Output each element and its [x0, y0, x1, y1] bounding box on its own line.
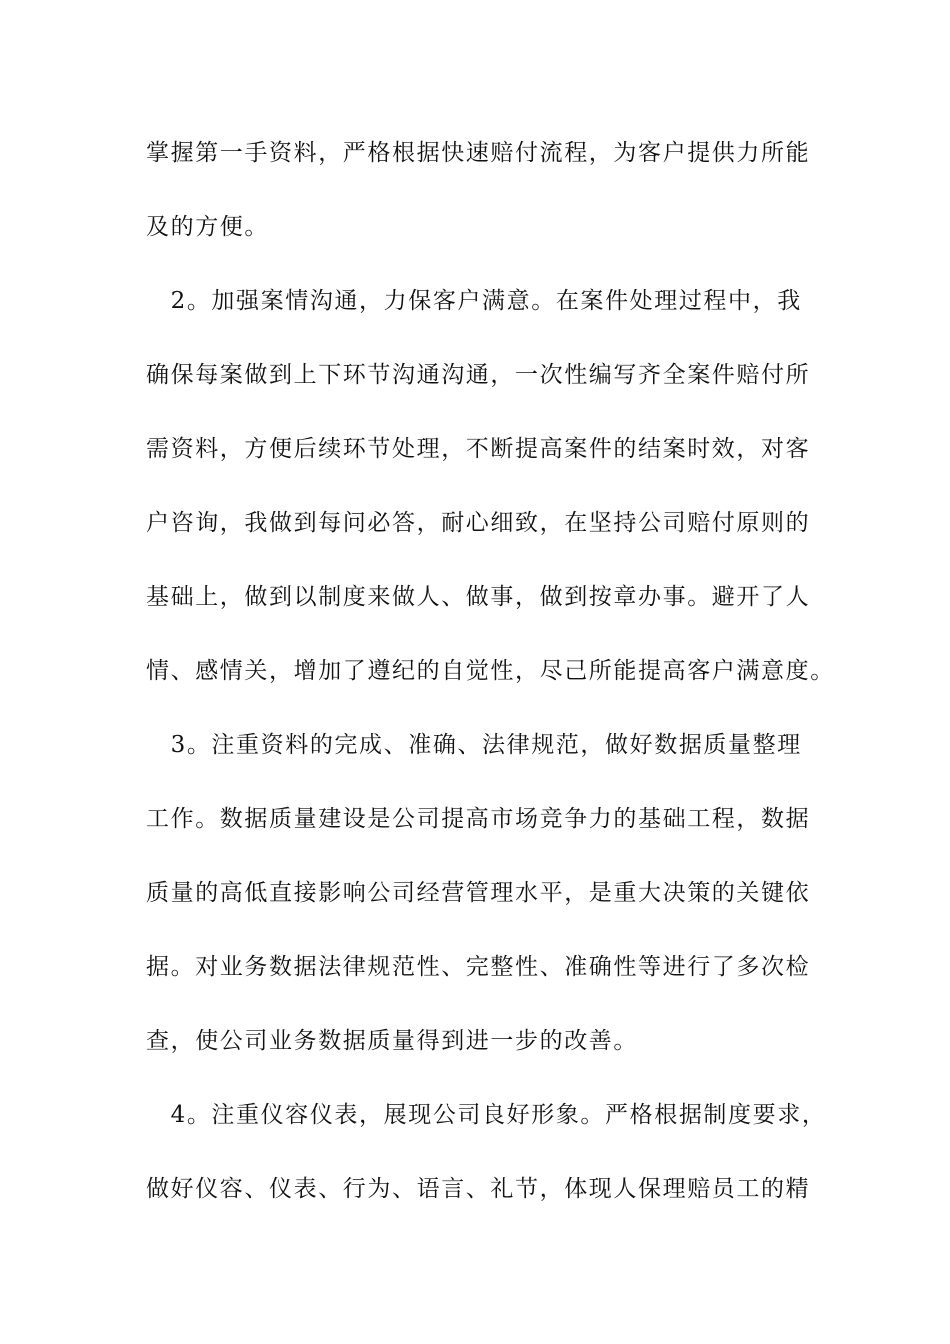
- text-line: 2。加强案情沟通，力保客户满意。在案件处理过程中，我: [146, 288, 802, 314]
- text-line: 质量的高低直接影响公司经营管理水平，是重大决策的关键依: [146, 880, 811, 906]
- text-line: 及的方便。: [146, 214, 269, 240]
- text-line: 做好仪容、仪表、行为、语言、礼节，体现人保理赔员工的精: [146, 1176, 811, 1202]
- document-body: [146, 116, 835, 1226]
- text-line: 基础上，做到以制度来做人、做事，做到按章办事。避开了人: [146, 584, 811, 610]
- text-line: 据。对业务数据法律规范性、完整性、准确性等进行了多次检: [146, 954, 811, 980]
- text-line: 工作。数据质量建设是公司提高市场竞争力的基础工程，数据: [146, 806, 811, 832]
- text-line: 掌握第一手资料，严格根据快速赔付流程，为客户提供力所能: [146, 140, 811, 166]
- text-line: 3。注重资料的完成、准确、法律规范，做好数据质量整理: [146, 732, 802, 758]
- text-line: 查，使公司业务数据质量得到进一步的改善。: [146, 1028, 638, 1054]
- text-line: 确保每案做到上下环节沟通沟通，一次性编写齐全案件赔付所: [146, 362, 811, 388]
- text-line: 4。注重仪容仪表，展现公司良好形象。严格根据制度要求，: [146, 1102, 827, 1128]
- text-line: 情、感情关，增加了遵纪的自觉性，尽己所能提高客户满意度。: [146, 658, 835, 684]
- text-line: 户咨询，我做到每问必答，耐心细致，在坚持公司赔付原则的: [146, 510, 811, 536]
- text-line: 需资料，方便后续环节处理，不断提高案件的结案时效，对客: [146, 436, 811, 462]
